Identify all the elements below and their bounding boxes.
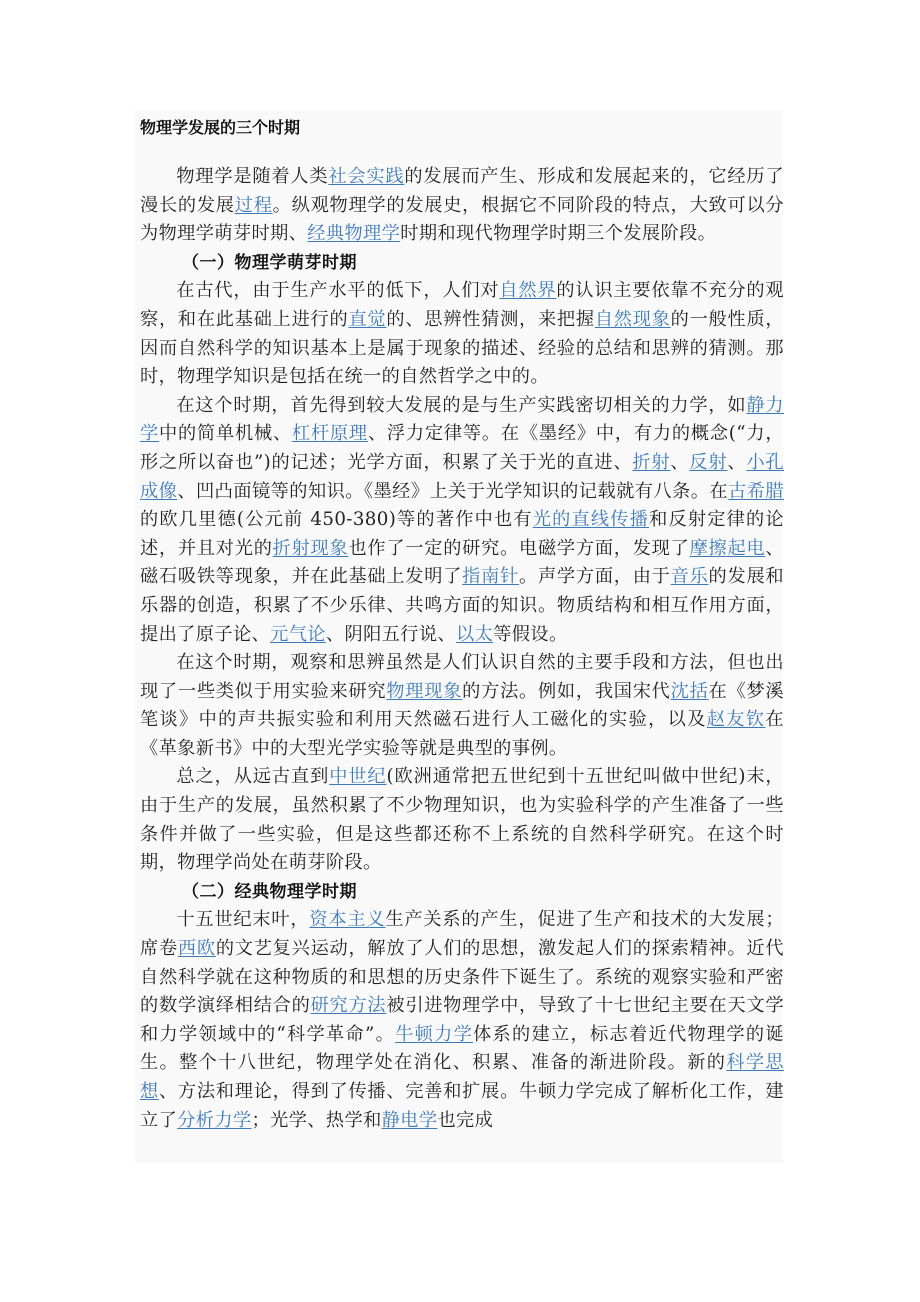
link-ether[interactable]: 以太	[456, 623, 494, 645]
section-heading-sprout: （一）物理学萌芽时期	[182, 252, 357, 273]
text-run: 在这个时期，首先得到较大发展的是与生产实践密切相关的力学，如	[176, 394, 747, 416]
intro-paragraph	[140, 163, 784, 249]
link-middle-ages[interactable]: 中世纪	[329, 766, 387, 788]
text-run: 和反射定律的论述，并且对光的	[140, 509, 784, 559]
link-analytical-mechanics[interactable]: 分析力学	[177, 1109, 252, 1131]
text-run: 的方法。例如，我国宋代	[462, 680, 671, 702]
section-heading-classical: （二）经典物理学时期	[182, 881, 357, 902]
text-run: ；光学、热学和	[251, 1109, 382, 1131]
text-run: 十五世纪末叶，	[176, 909, 310, 931]
text-run: 生产关系的产生，促进了生产和技术的大发展；席卷	[140, 909, 784, 960]
text-run: 总之，从远古直到	[176, 766, 330, 788]
text-run: 的、思辨性猜测，来把握	[386, 308, 595, 330]
document-body	[140, 163, 784, 1135]
text-run: 的发展和乐器的创造，积累了不少乐律、共鸣方面的知识。物质结构和相互作用方面，提出了原子论、	[140, 566, 784, 645]
link-classical-physics[interactable]: 经典物理学	[307, 223, 401, 245]
link-refraction[interactable]: 折射	[632, 451, 671, 473]
link-newtonian-mechanics[interactable]: 牛顿力学	[395, 1023, 474, 1045]
link-shen-kuo[interactable]: 沈括	[670, 680, 709, 702]
link-capitalism[interactable]: 资本主义	[309, 909, 386, 931]
link-social-practice[interactable]: 社会实践	[328, 166, 405, 187]
text-run: 被引进物理学中，导致了十七世纪主要在天文学和力学领域中的“科学革命”。	[140, 995, 784, 1045]
section1-paragraph-2	[140, 392, 784, 649]
text-run: 在《革象新书》中的大型光学实验等就是典型的事例。	[140, 709, 784, 759]
text-run: 在《梦溪笔谈》中的声共振实验和利用天然磁石进行人工磁化的实验，以及	[140, 680, 784, 731]
link-western-europe[interactable]: 西欧	[177, 938, 216, 960]
link-rectilinear-propagation[interactable]: 光的直线传播	[532, 509, 650, 531]
text-run: 、浮力定律等。在《墨经》中，有力的概念(“力，形之所以奋也”)的记述；光学方面，积累了关于光的直进、	[140, 423, 784, 473]
text-run: (欧洲通常把五世纪到十五世纪叫做中世纪)末，由于生产的发展，虽然积累了不少物理知识，也为实验科学的产生准备了一些条件并做了一些实验，但是这些都还称不上系统的自然科学研究。在这个时期，物理学尚处在萌芽阶段。	[140, 766, 785, 874]
text-run: 也作了一定的研究。电磁学方面，发现了	[348, 537, 690, 559]
link-statics[interactable]: 静力学	[140, 394, 784, 445]
text-run: 的文艺复兴运动，解放了人们的思想，激发起人们的探索精神。近代自然科学就在这种物质的和思想的历史条件下诞生了。系统的观察实验和严密的数学演绎相结合的	[140, 938, 784, 1017]
text-run: 。纵观物理学的发展史，根据它不同阶段的特点，大致可以分为物理学萌芽时期、	[140, 194, 784, 245]
link-nature[interactable]: 自然界	[499, 280, 557, 302]
link-ancient-greece[interactable]: 古希腊	[728, 480, 784, 502]
text-run: 等假设。	[493, 623, 568, 645]
text-run: 中的简单机械、	[159, 423, 292, 445]
text-run: 的一般性质，因而自然科学的知识基本上是属于现象的描述、经验的总结和思辨的猜测。那时，物理学知识是包括在统一的自然哲学之中的。	[140, 308, 784, 388]
link-pinhole-imaging[interactable]: 小孔成像	[140, 451, 785, 502]
link-process[interactable]: 过程	[234, 194, 273, 216]
section2-paragraph-1	[140, 906, 784, 1135]
text-run: 物理学是随着人类	[176, 166, 329, 187]
document-title: 物理学发展的三个时期	[140, 118, 301, 137]
text-run: 在古代，由于生产水平的低下，人们对	[176, 280, 500, 302]
link-physical-phenomena[interactable]: 物理现象	[386, 680, 463, 702]
text-run: 、方法和理论，得到了传播、完善和扩展。牛顿力学完成了解析化工作，建立了	[140, 1081, 784, 1131]
text-run: 也完成	[437, 1109, 494, 1131]
text-run: 、磁石吸铁等现象，并在此基础上发明了	[140, 537, 784, 588]
text-run: 在这个时期，观察和思辨虽然是人们认识自然的主要手段和方法，但也出现了一些类似于用实验来研究	[140, 652, 784, 702]
text-run: 体系的建立，标志着近代物理学的诞生。整个十八世纪，物理学处在消化、积累、准备的渐进阶段。新的	[140, 1023, 785, 1074]
text-run: 的发展而产生、形成和发展起来的，它经历了漫长的发展	[140, 166, 784, 216]
link-yuanqi-theory[interactable]: 元气论	[270, 623, 326, 645]
link-zhao-youqin[interactable]: 赵友钦	[706, 709, 766, 731]
text-run: 、凹凸面镜等的知识。《墨经》上关于光学知识的记载就有八条。在	[177, 480, 729, 502]
text-run: 时期和现代物理学时期三个发展阶段。	[400, 223, 717, 245]
link-reflection[interactable]: 反射	[689, 451, 728, 473]
link-lever-principle[interactable]: 杠杆原理	[291, 423, 368, 445]
text-run: 、阴阳五行说、	[325, 623, 457, 645]
section1-paragraph-1	[140, 277, 784, 391]
link-scientific-thought[interactable]: 科学思想	[140, 1052, 784, 1102]
link-research-method[interactable]: 研究方法	[310, 995, 387, 1017]
text-run: 。声学方面，由于	[519, 566, 671, 588]
link-compass[interactable]: 指南针	[462, 566, 520, 588]
section1-paragraph-3	[140, 649, 784, 763]
text-run: 的认识主要依靠不充分的观察，和在此基础上进行的	[140, 280, 784, 330]
section1-paragraph-4	[140, 763, 784, 877]
link-triboelectricity[interactable]: 摩擦起电	[689, 537, 766, 559]
link-intuition[interactable]: 直觉	[348, 308, 387, 330]
link-music[interactable]: 音乐	[670, 566, 709, 588]
link-natural-phenomena[interactable]: 自然现象	[594, 308, 671, 330]
link-electrostatics[interactable]: 静电学	[381, 1109, 438, 1131]
text-run: 、	[727, 451, 747, 473]
link-refraction-phenomenon[interactable]: 折射现象	[272, 537, 349, 559]
text-run: 、	[670, 451, 690, 473]
text-run: 的欧几里德(公元前 450-380)等的著作中也有	[140, 509, 533, 531]
